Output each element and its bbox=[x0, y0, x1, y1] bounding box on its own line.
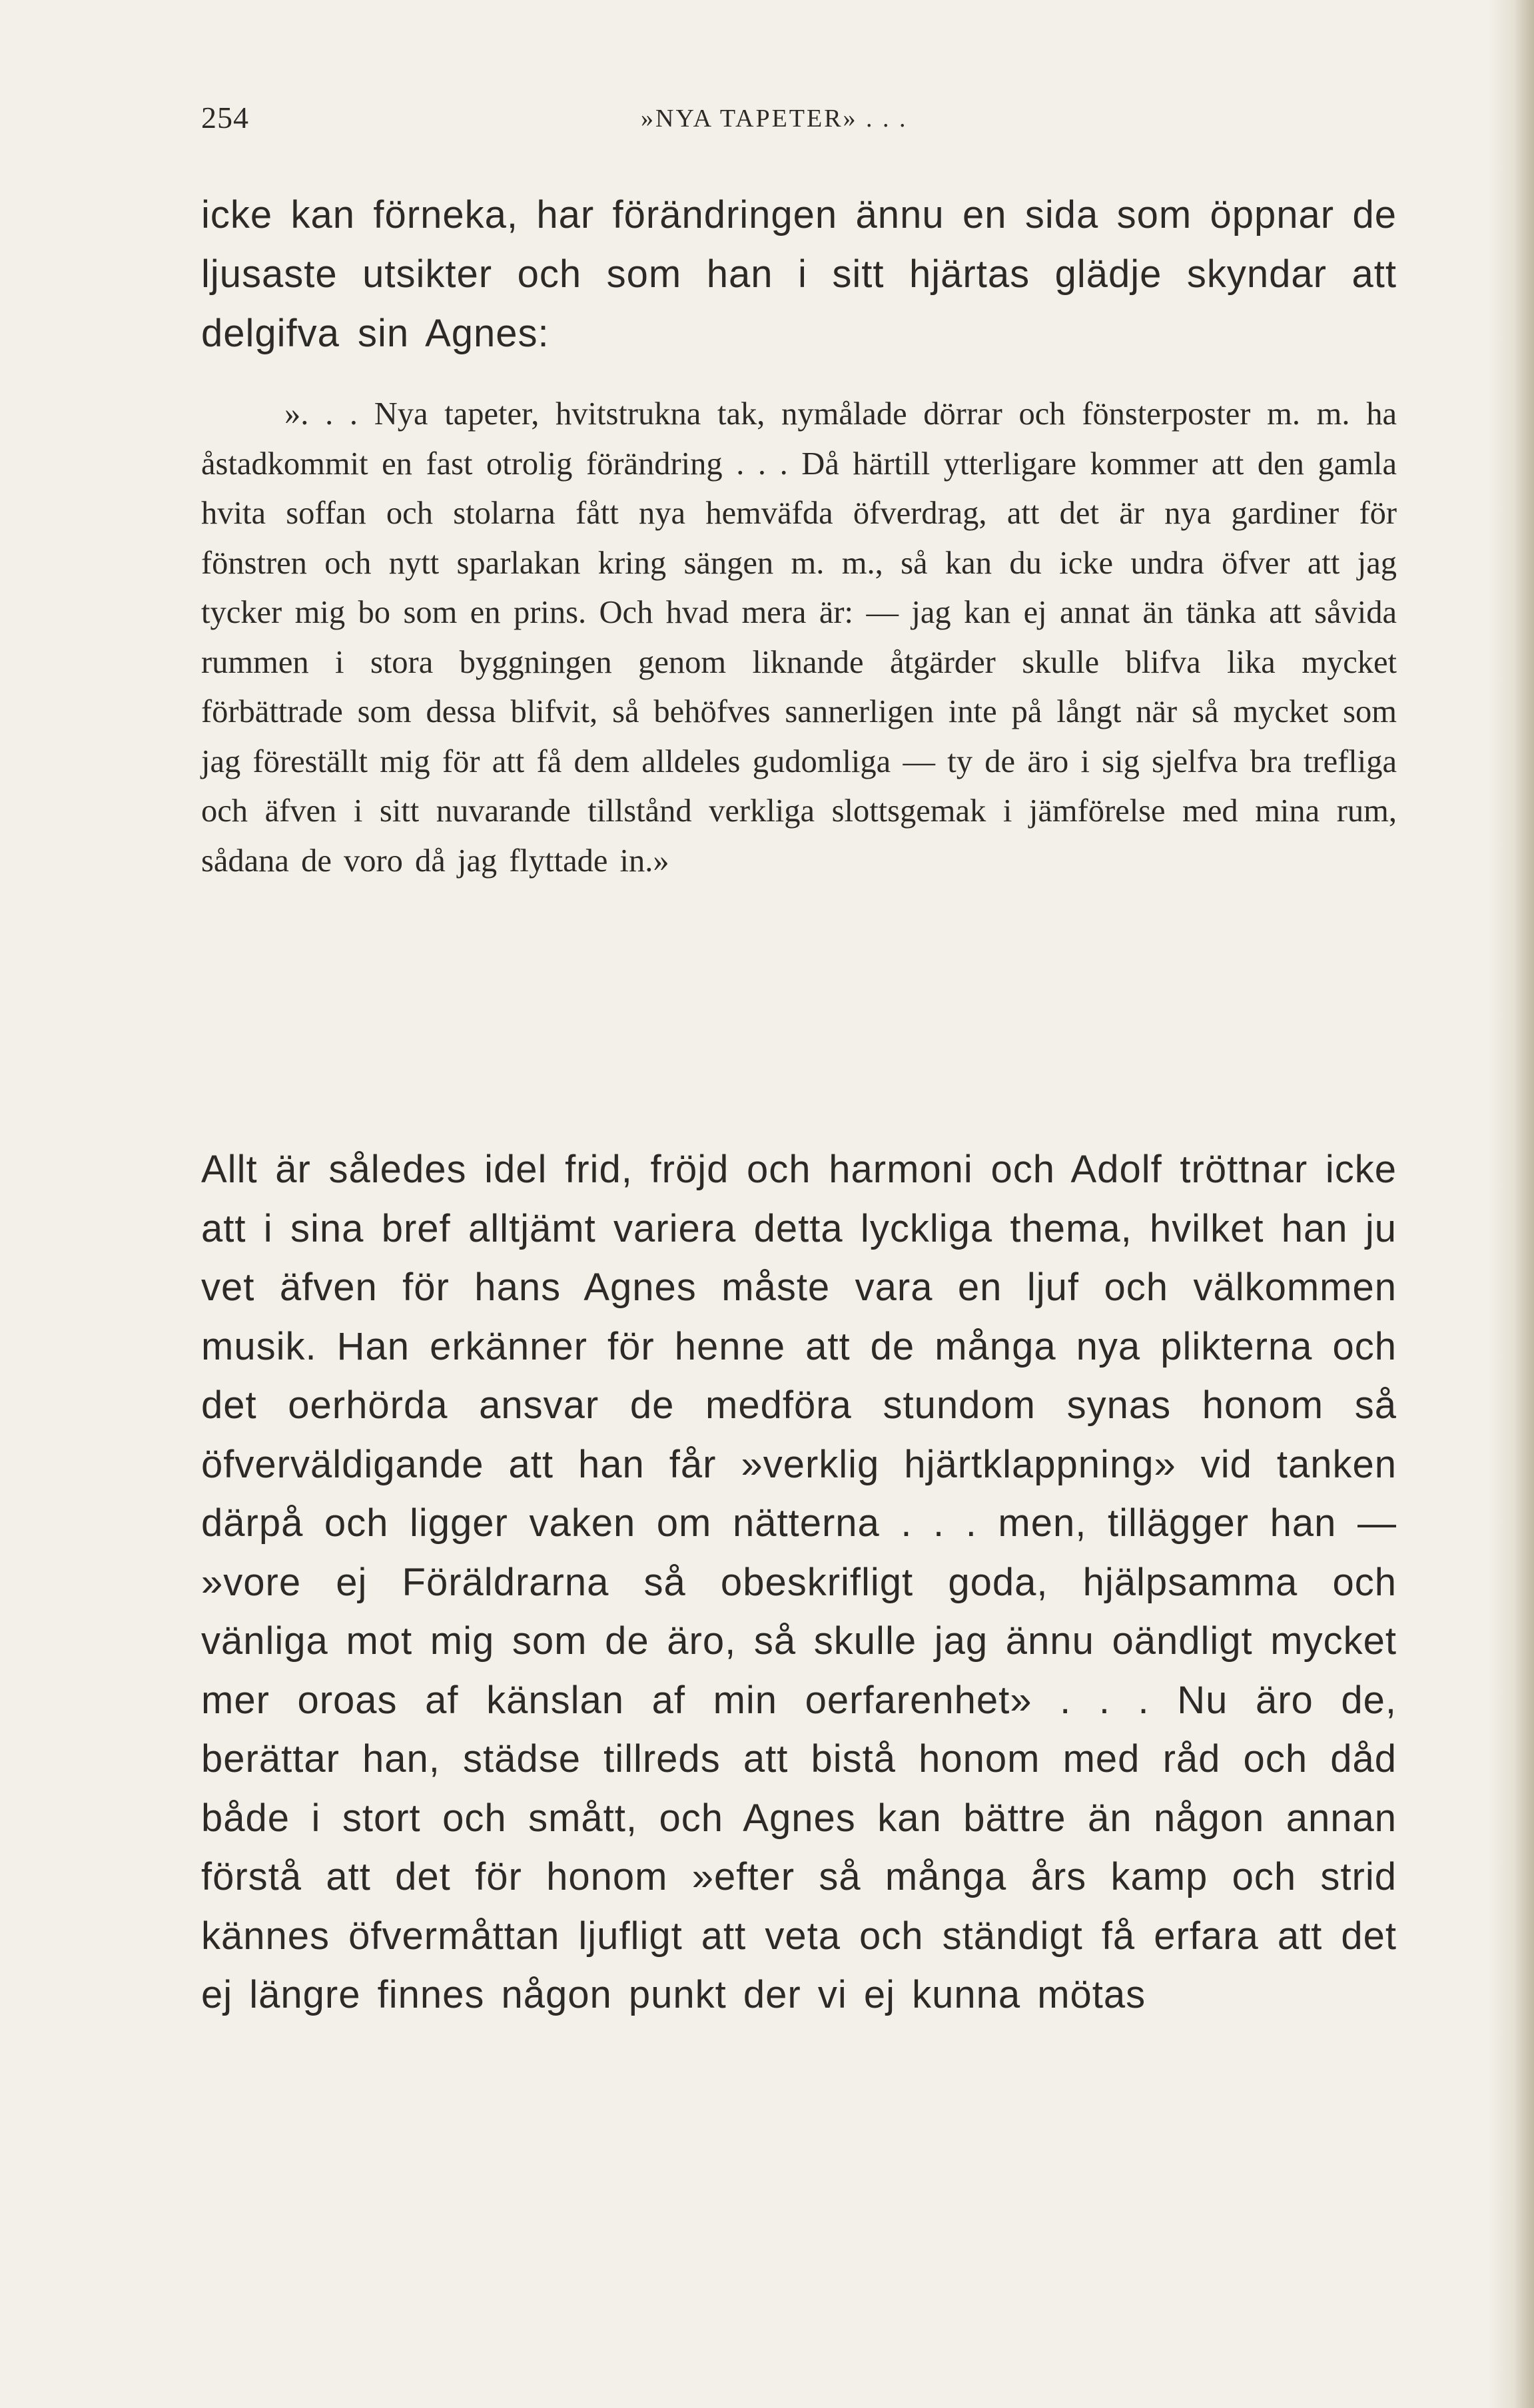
page-number: 254 bbox=[201, 101, 249, 135]
paragraph-2: Allt är således idel frid, fröjd och harmoni och Adolf tröttnar icke att i sina bref alltjämt variera detta lyckliga thema, hvilket han ju vet äfven för hans Agnes måste vara en ljuf och välkommen musik. Han erkänner för henne att de många nya plikterna och det oerhörda ansvar de medföra stundom synas honom så öfverväldigande att han får »verklig hjärtklappning» vid tanken därpå och ligger vaken om nätterna . . . men, tillägger han — »vore ej Föräldrarna så obeskrifligt goda, hjälpsamma och vänliga mot mig som de äro, så skulle jag ännu oändligt mycket mer oroas af känslan af min oerfarenhet» . . . Nu äro de, berättar han, städse tillreds att bistå honom med råd och dåd både i stort och smått, och Agnes kan bättre än någon annan förstå att det för honom »efter så många års kamp och strid kännes öfvermåttan ljufligt att veta och ständigt få erfara att det ej längre finnes någon punkt der vi ej kunna mötas bbox=[201, 1148, 1397, 2016]
running-title: »NYA TAPETER» . . . bbox=[641, 105, 908, 133]
running-head bbox=[201, 100, 1397, 147]
paragraph-1: icke kan förneka, har förändringen ännu en sida som öppnar de ljusaste utsikter och som han i sitt hjärtas glädje skyndar att delgifva sin Agnes: bbox=[201, 193, 1397, 355]
letter-quotation: ». . . Nya tapeter, hvitstrukna tak, nymålade dörrar och fönsterposter m. m. ha åstadkommit en fast otrolig förändring . . . Då härtill ytterligare kommer att den gamla hvita soffan och stolarna fått nya hemväfda öfverdrag, att det är nya gardiner för fönstren och nytt sparlakan kring sängen m. m., så kan du icke undra öfver att jag tycker mig bo som en prins. Och hvad mera är: — jag kan ej annat än tänka att såvida rummen i stora byggningen genom liknande åtgärder skulle blifva lika mycket förbättrade som dessa blifvit, så behöfves sannerligen inte på långt när så mycket som jag föreställt mig för att få dem alldeles gudomliga — ty de äro i sig sjelfva bra trefliga och äfven i sitt nuvarande tillstånd verkliga slottsgemak i jämförelse med mina rum, sådana de voro då jag flyttade in.» bbox=[201, 396, 1397, 879]
page-edge-shadow bbox=[1487, 0, 1534, 2408]
